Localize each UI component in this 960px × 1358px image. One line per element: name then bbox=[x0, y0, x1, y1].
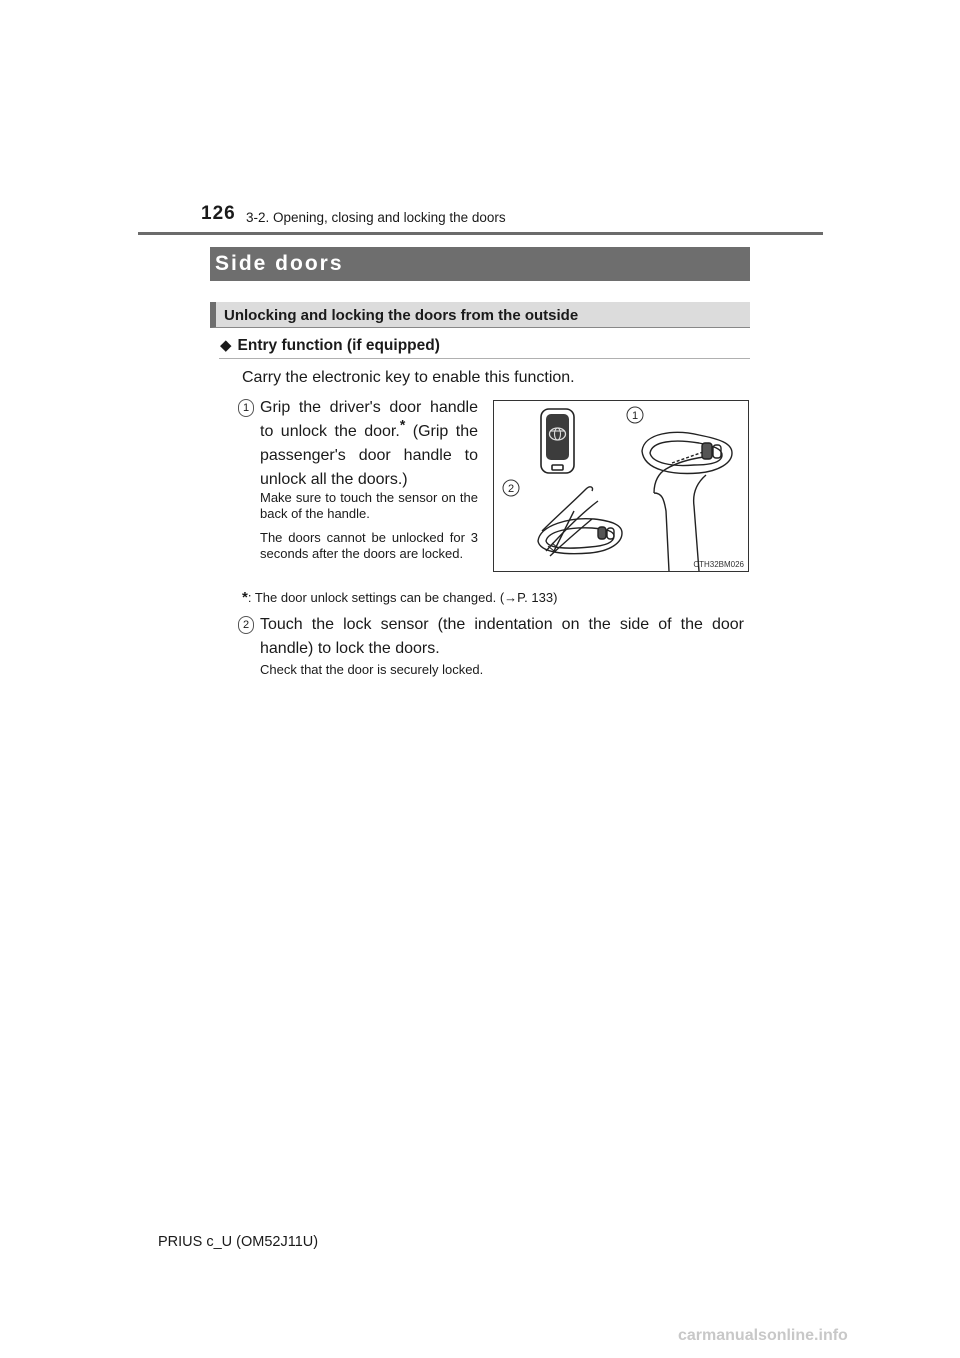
entry-divider bbox=[219, 358, 750, 359]
subsection-bar bbox=[210, 302, 750, 328]
watermark: carmanualsonline.info bbox=[678, 1327, 848, 1344]
footnote-text: : The door unlock settings can be changed. (→P. 133) bbox=[247, 590, 558, 605]
step-1-text-b: (Grip the passenger's door handle to unlock all the doors.) bbox=[260, 423, 479, 488]
intro-text: Carry the electronic key to enable this function. bbox=[242, 369, 575, 386]
step-2-note: Check that the door is securely locked. bbox=[260, 662, 484, 677]
step-1-note-1: Make sure to touch the sensor on the back of the handle. bbox=[260, 490, 478, 521]
diamond-bullet-icon: ◆ bbox=[220, 337, 232, 354]
step-2-text: Touch the lock sensor (the indentation on the side of the door handle) to lock the doors. bbox=[260, 616, 744, 657]
step-1-text-a: Grip the driver's door handle to unlock the door. bbox=[260, 399, 478, 440]
lock-sensor-touch-icon bbox=[538, 487, 622, 556]
section-title-bar bbox=[210, 247, 750, 281]
step-1-note-2: The doors cannot be unlocked for 3 seconds after the doors are locked. bbox=[260, 530, 478, 561]
callout-2-marker bbox=[503, 480, 519, 496]
section-title: Side doors bbox=[215, 252, 344, 275]
step-1-text bbox=[260, 396, 478, 492]
header-divider bbox=[138, 232, 823, 235]
door-handle-grip-icon bbox=[642, 432, 732, 571]
section-path: 3-2. Opening, closing and locking the doors bbox=[246, 210, 506, 225]
step-2-badge: 2 bbox=[238, 616, 254, 634]
page-number: 126 bbox=[201, 203, 236, 224]
footnote-mark: * bbox=[242, 589, 248, 606]
subsection-title: Unlocking and locking the doors from the outside bbox=[224, 307, 579, 324]
callout-1-label: 1 bbox=[631, 410, 639, 422]
illustration-code: CTH32BM026 bbox=[693, 560, 744, 569]
door-handle-illustration bbox=[493, 400, 749, 572]
entry-heading bbox=[220, 336, 440, 355]
footer-model: PRIUS c_U (OM52J11U) bbox=[158, 1234, 319, 1250]
smart-key-icon bbox=[541, 409, 574, 473]
step-1-badge: 1 bbox=[238, 399, 254, 417]
callout-2-label: 2 bbox=[507, 483, 515, 495]
callout-1-marker bbox=[627, 407, 643, 423]
illustration-drawing bbox=[494, 401, 748, 571]
asterisk-mark: * bbox=[399, 416, 406, 433]
footnote bbox=[242, 589, 557, 606]
entry-heading-text: Entry function (if equipped) bbox=[237, 337, 440, 354]
